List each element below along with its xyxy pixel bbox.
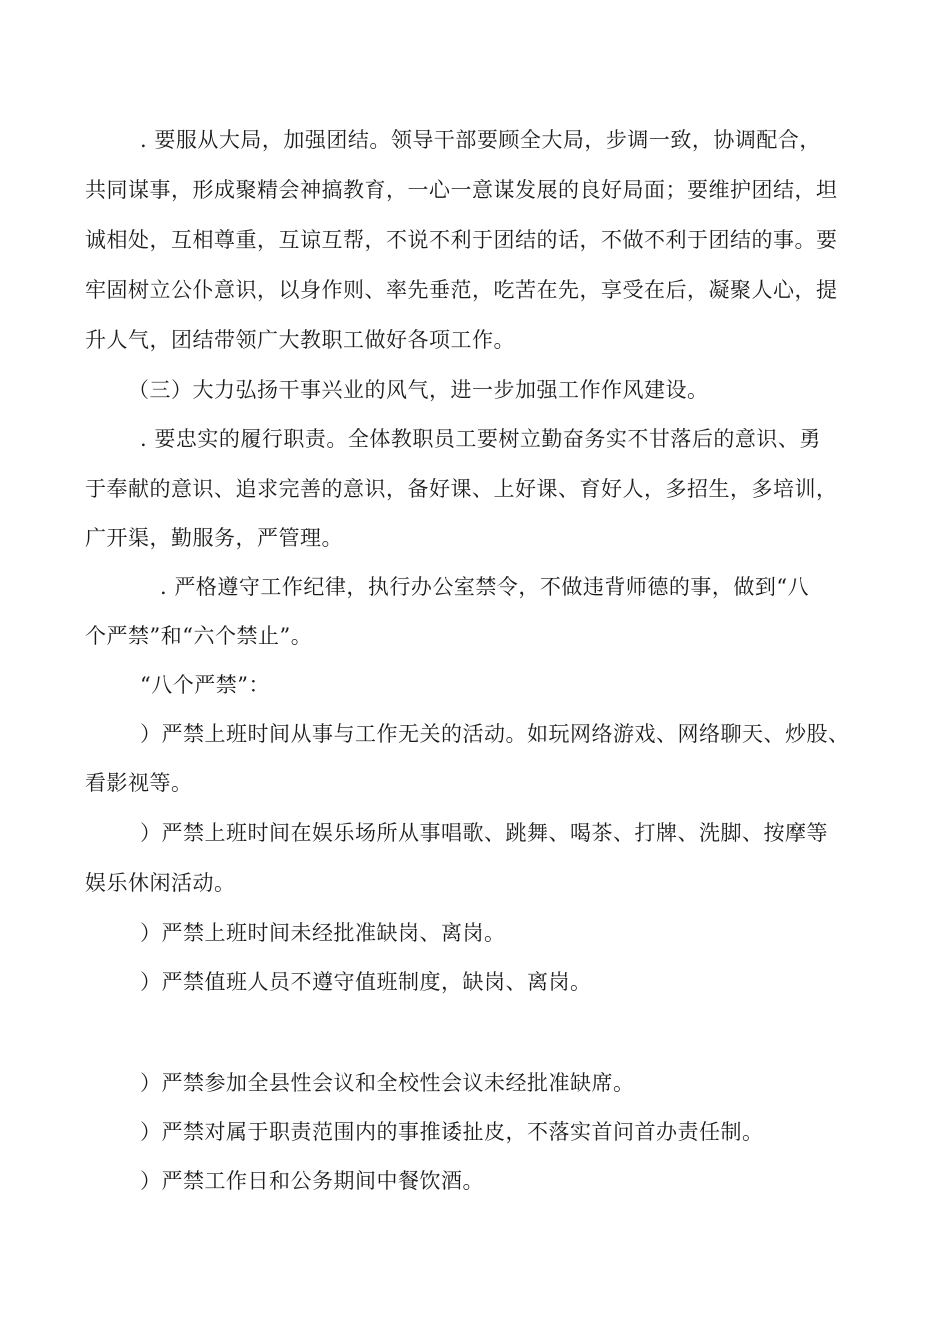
text-line: ）严禁对属于职责范围内的事推诿扯皮，不落实首问首办责任制。 <box>140 1120 764 1144</box>
text-line: ）严禁工作日和公务期间中餐饮酒。 <box>140 1169 484 1193</box>
text-line: 共同谋事，形成聚精会神搞教育，一心一意谋发展的良好局面；要维护团结，坦 <box>85 178 838 202</box>
text-line: ）严禁值班人员不遵守值班制度，缺岗、离岗。 <box>140 970 592 994</box>
text-line: 个严禁”和“六个禁止”。 <box>85 624 313 648</box>
text-line: . 严格遵守工作纪律，执行办公室禁令，不做违背师德的事，做到“八 <box>160 575 810 599</box>
text-line: . 要服从大局，加强团结。领导干部要顾全大局，步调一致，协调配合， <box>140 128 821 152</box>
text-line: 诚相处，互相尊重，互谅互帮，不说不利于团结的话，不做不利于团结的事。要 <box>85 228 838 252</box>
text-line: 升人气，团结带领广大教职工做好各项工作。 <box>85 328 515 352</box>
text-line: . 要忠实的履行职责。全体教职员工要树立勤奋务实不甘落后的意识、勇 <box>140 427 821 451</box>
text-line: ）严禁上班时间在娱乐场所从事唱歌、跳舞、喝茶、打牌、洗脚、按摩等 <box>140 821 828 845</box>
text-line: 娱乐休闲活动。 <box>85 871 236 895</box>
text-line: ）严禁上班时间从事与工作无关的活动。如玩网络游戏、网络聊天、炒股、 <box>140 722 850 746</box>
section-heading-line: （三）大力弘扬干事兴业的风气，进一步加强工作作风建设。 <box>128 378 709 402</box>
text-line: ）严禁上班时间未经批准缺岗、离岗。 <box>140 921 506 945</box>
text-line: 广开渠，勤服务，严管理。 <box>85 526 343 550</box>
text-line: 于奉献的意识、追求完善的意识，备好课、上好课、育好人，多招生，多培训， <box>85 477 838 501</box>
text-line: ）严禁参加全县性会议和全校性会议未经批准缺席。 <box>140 1071 635 1095</box>
text-line: 看影视等。 <box>85 771 193 795</box>
list-heading-line: “八个严禁”： <box>140 673 270 697</box>
text-line: 牢固树立公仆意识，以身作则、率先垂范，吃苦在先，享受在后，凝聚人心，提 <box>85 278 838 302</box>
